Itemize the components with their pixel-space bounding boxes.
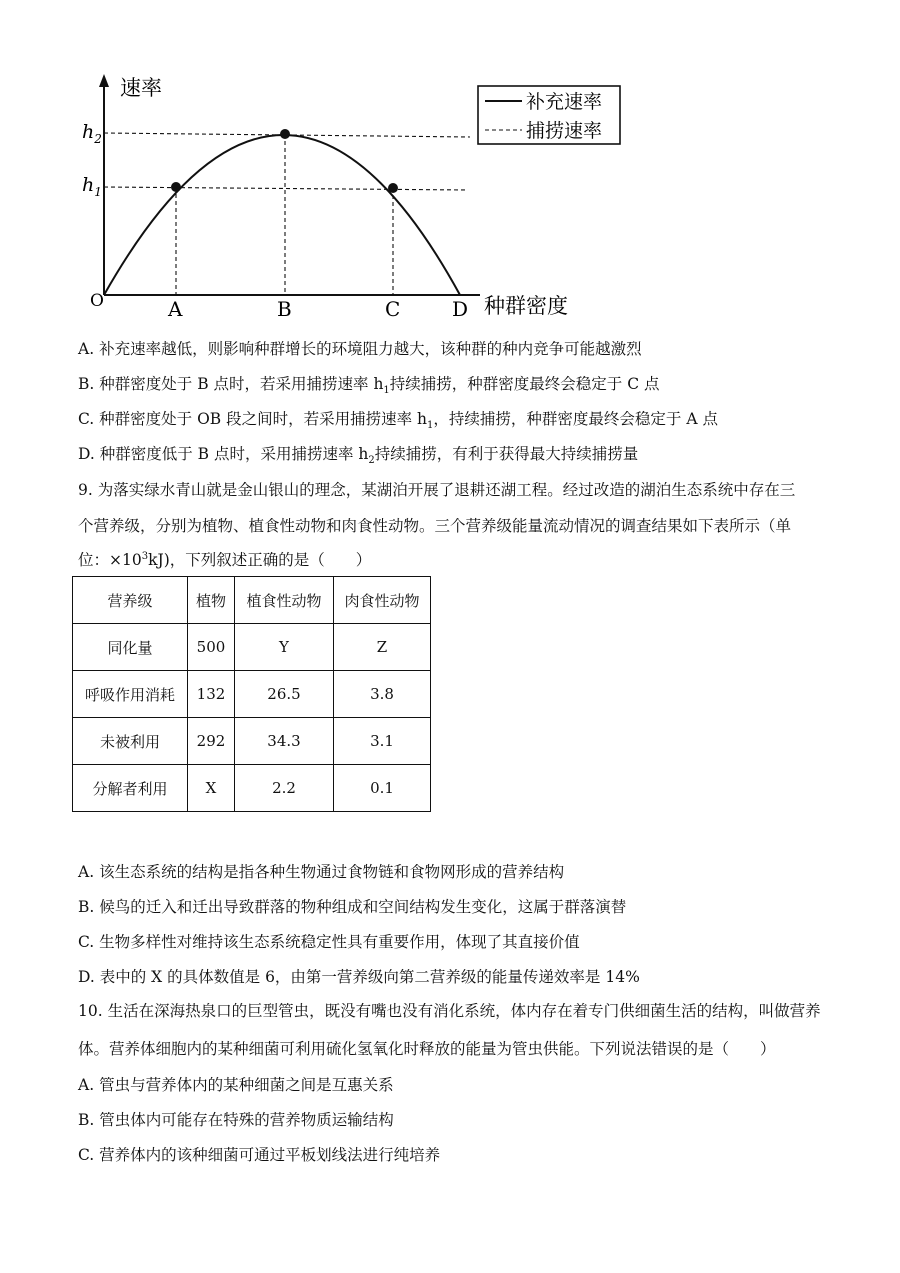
option-text: 表中的 X 的具体数值是 6，由第一营养级向第二营养级的能量传递效率是 14% [99, 968, 640, 986]
q9-option-b [78, 895, 626, 917]
option-text: 管虫体内可能存在特殊的营养物质运输结构 [99, 1111, 394, 1129]
table-header: 肉食性动物 [334, 577, 431, 624]
legend [478, 86, 620, 144]
option-label: A. [78, 1076, 95, 1094]
option-text-post: ，持续捕捞，种群密度最终会稳定于 A 点 [433, 410, 718, 428]
table-row [73, 624, 431, 671]
table-cell: 未被利用 [73, 718, 188, 765]
origin-label: O [90, 291, 104, 311]
x-tick-C: C [385, 297, 401, 321]
table-cell: 同化量 [73, 624, 188, 671]
supplement-rate-curve [104, 135, 460, 295]
table-cell: 2.2 [235, 765, 334, 812]
table-header: 营养级 [73, 577, 188, 624]
table-cell: 分解者利用 [73, 765, 188, 812]
option-text-pre: 种群密度处于 B 点时，若采用捕捞速率 h [99, 375, 384, 393]
table-cell: 132 [188, 671, 235, 718]
q9-unit-post: kJ)，下列叙述正确的是（ ） [148, 551, 372, 569]
q9-stem-line2: 个营养级，分别为植物、植食性动物和肉食性动物。三个营养级能量流动情况的调查结果如下表所示（单 [78, 517, 792, 535]
y-axis-arrow [99, 74, 109, 87]
x-tick-B: B [277, 297, 292, 321]
option-text: 该生态系统的结构是指各种生物通过食物链和食物网形成的营养结构 [99, 863, 565, 881]
option-label: C. [78, 1146, 95, 1164]
option-label: B. [78, 1111, 95, 1129]
table-cell: 0.1 [334, 765, 431, 812]
option-label: D. [78, 968, 95, 986]
y-axis-label: 速率 [120, 76, 162, 100]
option-text-pre: 种群密度低于 B 点时，采用捕捞速率 h [99, 445, 369, 463]
q9-option-d [78, 965, 640, 987]
legend-supplement-rate: 补充速率 [526, 91, 603, 113]
option-label: A. [78, 863, 95, 881]
q8-option-b [78, 372, 660, 396]
y-tick-h2: $h_2$ [82, 121, 102, 146]
option-text: 候鸟的迁入和迁出导致群落的物种组成和空间结构发生变化，这属于群落演替 [99, 898, 627, 916]
option-text: 生物多样性对维持该生态系统稳定性具有重要作用，体现了其直接价值 [99, 933, 580, 951]
q8-option-a [78, 337, 642, 359]
option-label: B. [78, 375, 95, 393]
x-tick-A: A [168, 297, 183, 321]
option-label: B. [78, 898, 95, 916]
q9-stem-line3 [78, 548, 371, 570]
option-label: D. [78, 445, 95, 463]
q9-option-c [78, 930, 580, 952]
table-header: 植物 [188, 577, 235, 624]
q8-option-d [78, 442, 638, 466]
subscript: 2 [368, 455, 375, 467]
table-cell: 26.5 [235, 671, 334, 718]
point-B [280, 129, 290, 139]
q10-stem: 10. 生活在深海热泉口的巨型管虫，既没有嘴也没有消化系统，体内存在着专门供细菌生活的结构，叫做营养体。营养体细胞内的某种细菌可利用硫化氢氧化时释放的能量为管虫供能。下列说法错误的是（ ） [78, 1002, 821, 1058]
legend-harvest-rate: 捕捞速率 [526, 120, 603, 142]
option-label: C. [78, 933, 95, 951]
table-cell: 3.1 [334, 718, 431, 765]
option-text: 管虫与营养体内的某种细菌之间是互惠关系 [99, 1076, 394, 1094]
table-header-row [73, 577, 431, 624]
subscript: 1 [427, 420, 434, 432]
superscript: 3 [141, 550, 149, 562]
table-cell: 292 [188, 718, 235, 765]
table-row [73, 718, 431, 765]
q9-option-a [78, 860, 564, 882]
table-cell: X [188, 765, 235, 812]
option-text: 营养体内的该种细菌可通过平板划线法进行纯培养 [99, 1146, 441, 1164]
x-axis-label: 种群密度 [484, 294, 568, 318]
table-row [73, 671, 431, 718]
energy-flow-table [72, 576, 431, 812]
table-cell: Y [235, 624, 334, 671]
point-A [171, 182, 181, 192]
table-cell: 34.3 [235, 718, 334, 765]
option-label: C. [78, 410, 95, 428]
option-label: A. [78, 340, 95, 358]
harvest-line-h1 [104, 187, 468, 190]
table-cell: 呼吸作用消耗 [73, 671, 188, 718]
option-text-post: 持续捕捞，有利于获得最大持续捕捞量 [374, 445, 639, 463]
option-text-post: 持续捕捞，种群密度最终会稳定于 C 点 [389, 375, 660, 393]
q10-option-b [78, 1108, 394, 1130]
q9-unit-pre: 位：×10 [78, 551, 142, 569]
rate-density-graph [80, 70, 640, 325]
q10-option-c [78, 1143, 440, 1165]
table-row [73, 765, 431, 812]
table-header: 植食性动物 [235, 577, 334, 624]
q8-option-c [78, 407, 718, 431]
table-cell: Z [334, 624, 431, 671]
point-C [388, 183, 398, 193]
option-text-pre: 种群密度处于 OB 段之间时，若采用捕捞速率 h [99, 410, 428, 428]
table-cell: 500 [188, 624, 235, 671]
q9-stem-line1: 9. 为落实绿水青山就是金山银山的理念，某湖泊开展了退耕还湖工程。经过改造的湖泊生态系统中存在三 [78, 481, 796, 499]
table-cell: 3.8 [334, 671, 431, 718]
y-tick-h1: $h_1$ [82, 174, 102, 199]
subscript: 1 [383, 385, 390, 397]
x-tick-D: D [452, 297, 469, 321]
option-text: 补充速率越低，则影响种群增长的环境阻力越大，该种群的种内竞争可能越激烈 [99, 340, 642, 358]
q10-option-a [78, 1073, 394, 1095]
